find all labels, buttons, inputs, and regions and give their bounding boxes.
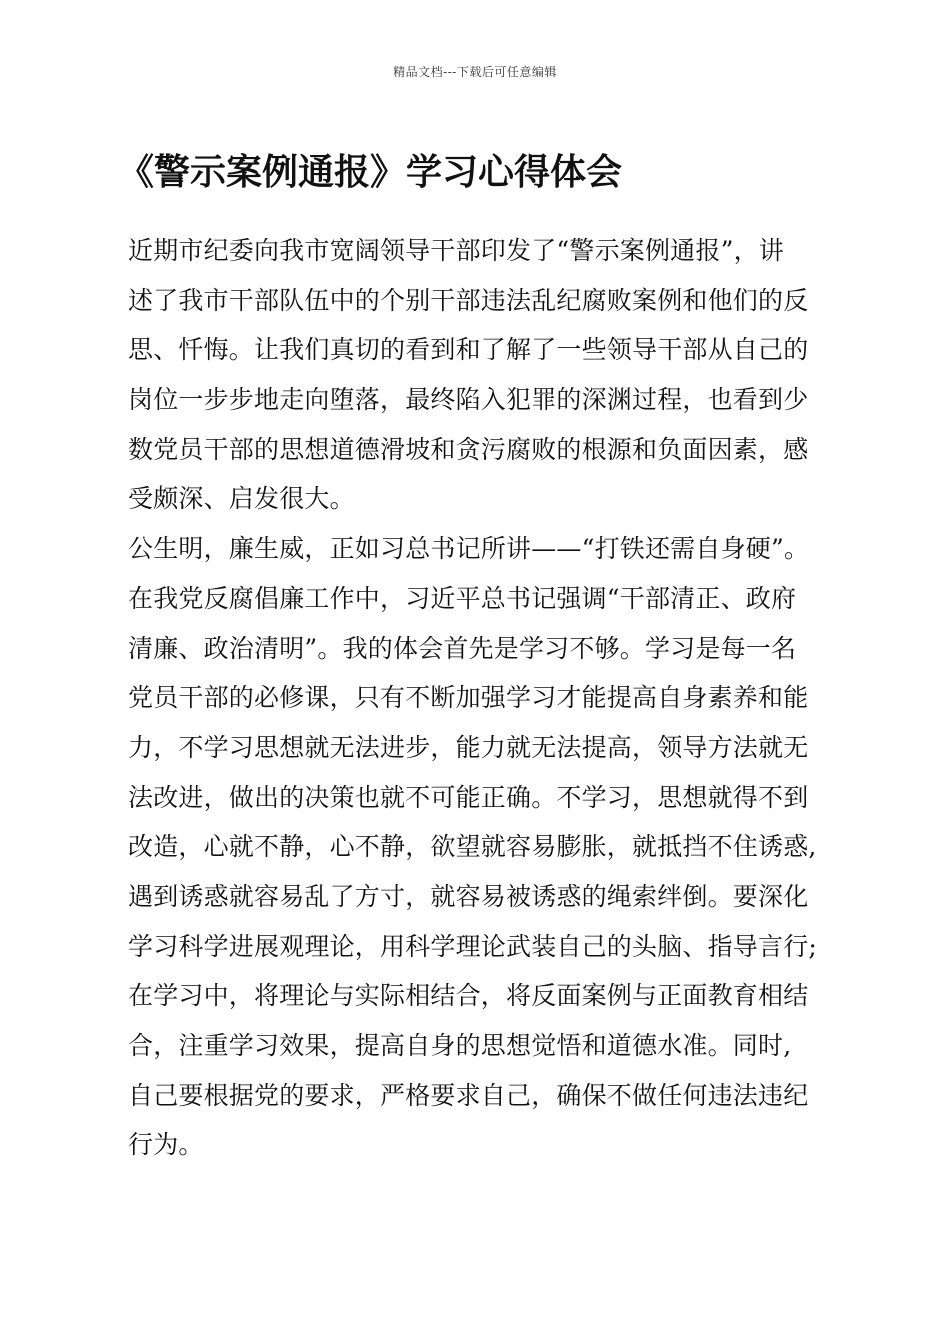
- body-line: 清廉、政治清明”。我的体会首先是学习不够。学习是每一名: [128, 633, 797, 663]
- header-note: 精品文档---下载后可任意编辑: [393, 65, 557, 79]
- body-line: 合，注重学习效果，提高自身的思想觉悟和道德水准。同时,: [128, 1031, 792, 1060]
- body-line: 岗位一步步地走向堕落，最终陷入犯罪的深渊过程，也看到少: [128, 385, 809, 415]
- document-body: [128, 226, 828, 1170]
- body-line: 力，不学习思想就无法进步，能力就无法提高，领导方法就无: [128, 732, 809, 762]
- body-line: 近期市纪委向我市宽阔领导干部印发了“警示案例通报”，讲: [128, 236, 784, 265]
- body-line: 党员干部的必修课，只有不断加强学习才能提高自身素养和能: [128, 683, 809, 713]
- body-line: 行为。: [128, 1130, 204, 1160]
- body-line: 思、忏悔。让我们真切的看到和了解了一些领导干部从自己的: [128, 335, 809, 365]
- body-line: 公生明，廉生威，正如习总书记所讲——“打铁还需自身硬”。: [128, 534, 810, 564]
- document-title: 《警示案例通报》学习心得体会: [118, 151, 623, 193]
- body-line: 在学习中，将理论与实际相结合，将反面案例与正面教育相结: [128, 981, 809, 1011]
- body-line: 受颇深、启发很大。: [128, 484, 355, 514]
- body-line: 在我党反腐倡廉工作中，习近平总书记强调“干部清正、政府: [128, 583, 797, 613]
- body-line: 数党员干部的思想道德滑坡和贪污腐败的根源和负面因素，感: [128, 434, 809, 464]
- body-line: 遇到诱惑就容易乱了方寸，就容易被诱惑的绳索绊倒。要深化: [128, 881, 809, 911]
- body-line: 述了我市干部队伍中的个别干部违法乱纪腐败案例和他们的反: [128, 285, 809, 315]
- body-line: 法改进，做出的决策也就不可能正确。不学习，思想就得不到: [128, 782, 809, 812]
- body-line: 改造，心就不静，心不静，欲望就容易膨胀，就抵挡不住诱惑,: [128, 832, 817, 862]
- body-line: 学习科学进展观理论，用科学理论武装自己的头脑、指导言行;: [128, 931, 818, 961]
- body-line: 自己要根据党的要求，严格要求自己，确保不做任何违法违纪: [128, 1080, 809, 1110]
